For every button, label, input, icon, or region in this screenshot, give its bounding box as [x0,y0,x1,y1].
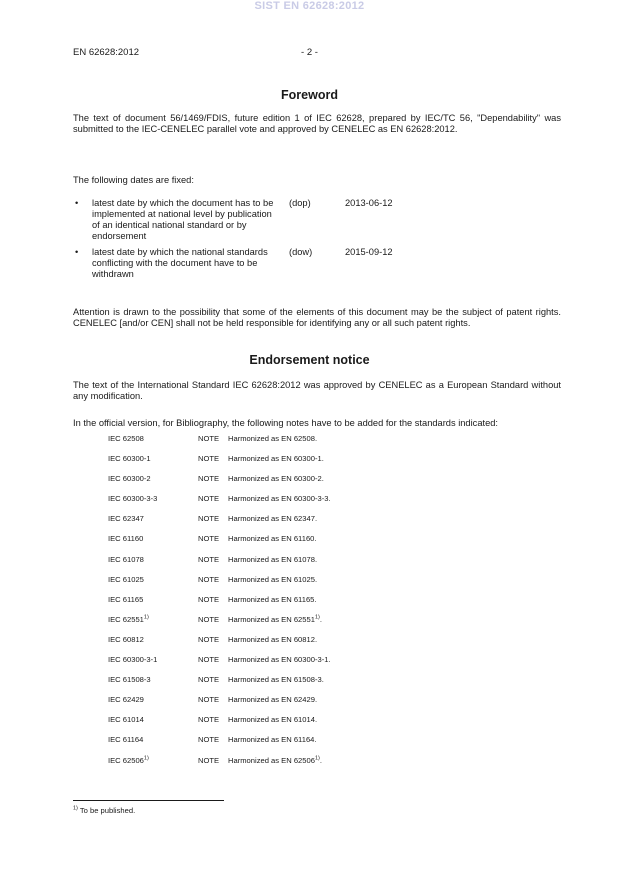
standard-number: IEC 60812 [108,634,144,644]
note-row [108,474,528,494]
standard-number: IEC 62551$^{1)}$ [108,614,149,624]
note-label: NOTE [198,514,220,524]
date-description: latest date by which the national standards conflicting with the document have to be withdrawn [92,247,268,279]
date-abbreviation: (dop) [289,198,311,208]
footnote-ref: 1) [143,614,149,621]
standard-number: IEC 60300-3-3 [108,494,158,504]
standard-number: IEC 61160 [108,534,144,544]
date-abbreviation: (dow) [289,247,313,257]
note-row [108,555,528,575]
standard-number: IEC 62347 [108,514,144,524]
standard-number: IEC 60300-2 [108,474,151,484]
dates-list [73,198,561,296]
note-row [108,715,528,735]
note-label: NOTE [198,494,220,504]
note-label: NOTE [198,454,220,464]
note-label: NOTE [198,634,220,644]
note-text: Harmonized as EN 61160. [228,534,317,544]
footnote-ref: 1) [314,754,320,761]
note-text: Harmonized as EN 62508. [228,434,318,443]
note-label: NOTE [198,574,220,584]
patent-attention-paragraph: Attention is drawn to the possibility that some of the elements of this document may be the subject of patent rights. CENELEC [and/or CEN] shall not be held responsible for identifying any or all such patent rights. [73,307,561,328]
watermark: SIST EN 62628:2012 [254,0,365,12]
note-label: NOTE [198,594,220,604]
standard-number: IEC 61165 [108,594,144,604]
note-label: NOTE [198,554,220,564]
note-row [108,534,528,554]
standard-number: IEC 61164 [108,735,144,745]
note-label: NOTE [198,755,220,765]
note-row [108,434,528,454]
note-label: NOTE [198,474,220,484]
standard-number: IEC 61078 [108,554,144,564]
note-text: Harmonized as EN 61025. [228,574,318,584]
endorsement-paragraph: The text of the International Standard IEC 62628:2012 was approved by CENELEC as a European Standard without any modification. [73,380,561,401]
note-row [108,756,528,776]
standard-number: IEC 61508-3 [108,675,151,685]
footnote [73,806,135,815]
note-label: NOTE [198,614,220,624]
foreword-paragraph: The text of document 56/1469/FDIS, future edition 1 of IEC 62628, prepared by IEC/TC 56, "Dependability" was submitted to the IEC-CENELEC parallel vote and approved by CENELEC as EN 62628:2012. [73,113,561,134]
note-row [108,575,528,595]
note-row [108,615,528,635]
note-text: Harmonized as EN 60300-3-3. [228,494,331,504]
foreword-heading: Foreword [281,88,338,102]
date-item-dow [73,247,561,296]
date-item-dop [73,198,561,247]
note-text: Harmonized as EN 62506$^{1)}$. [228,754,322,765]
note-text: Harmonized as EN 61165. [228,594,317,604]
note-row [108,595,528,615]
note-label: NOTE [198,675,220,685]
note-text: Harmonized as EN 60300-3-1. [228,655,331,665]
footnote-text: To be published. [79,806,136,815]
note-text: Harmonized as EN 61164. [228,735,317,745]
endorsement-heading: Endorsement notice [249,353,370,367]
standard-number: IEC 61025 [108,574,144,584]
note-text: Harmonized as EN 61078. [228,554,318,564]
date-value: 2013-06-12 [345,198,393,208]
bullet-icon: • [75,247,79,257]
note-text: Harmonized as EN 60300-1. [228,454,324,464]
note-text: Harmonized as EN 61014. [228,715,318,725]
note-text: Harmonized as EN 60812. [228,634,318,644]
date-description: latest date by which the document has to be implemented at national level by publication of an identical national standard or by endorsement [92,198,274,241]
note-label: NOTE [198,534,220,544]
footnote-mark: 1) [73,805,78,812]
standard-number: IEC 62429 [108,695,144,705]
note-text: Harmonized as EN 62551$^{1)}$. [228,614,322,624]
standard-number: IEC 62506$^{1)}$ [108,754,149,765]
note-label: NOTE [198,735,220,745]
note-label: NOTE [198,434,220,443]
footnote-separator [73,800,224,801]
note-label: NOTE [198,715,220,725]
note-row [108,494,528,514]
header-doc-id: EN 62628:2012 [73,47,140,58]
bibliography-intro: In the official version, for Bibliography, the following notes have to be added for the standards indicated: [73,418,498,428]
note-row [108,655,528,675]
note-row [108,454,528,474]
dates-intro: The following dates are fixed: [73,175,194,185]
note-text: Harmonized as EN 60300-2. [228,474,324,484]
note-row [108,675,528,695]
standard-number: IEC 60300-3-1 [108,655,158,665]
note-text: Harmonized as EN 62429. [228,695,318,705]
standard-number: IEC 60300-1 [108,454,151,464]
harmonization-notes-list [108,434,528,776]
note-text: Harmonized as EN 61508-3. [228,675,324,685]
standard-number: IEC 61014 [108,715,144,725]
date-value: 2015-09-12 [345,247,393,257]
note-row [108,514,528,534]
note-label: NOTE [198,655,220,665]
note-label: NOTE [198,695,220,705]
note-row [108,635,528,655]
footnote-ref: 1) [143,754,149,761]
standard-number: IEC 62508 [108,434,144,443]
bullet-icon: • [75,198,79,208]
note-row [108,735,528,755]
note-text: Harmonized as EN 62347. [228,514,318,524]
note-row [108,695,528,715]
page-number: - 2 - [301,47,318,58]
footnote-ref: 1) [314,614,320,621]
